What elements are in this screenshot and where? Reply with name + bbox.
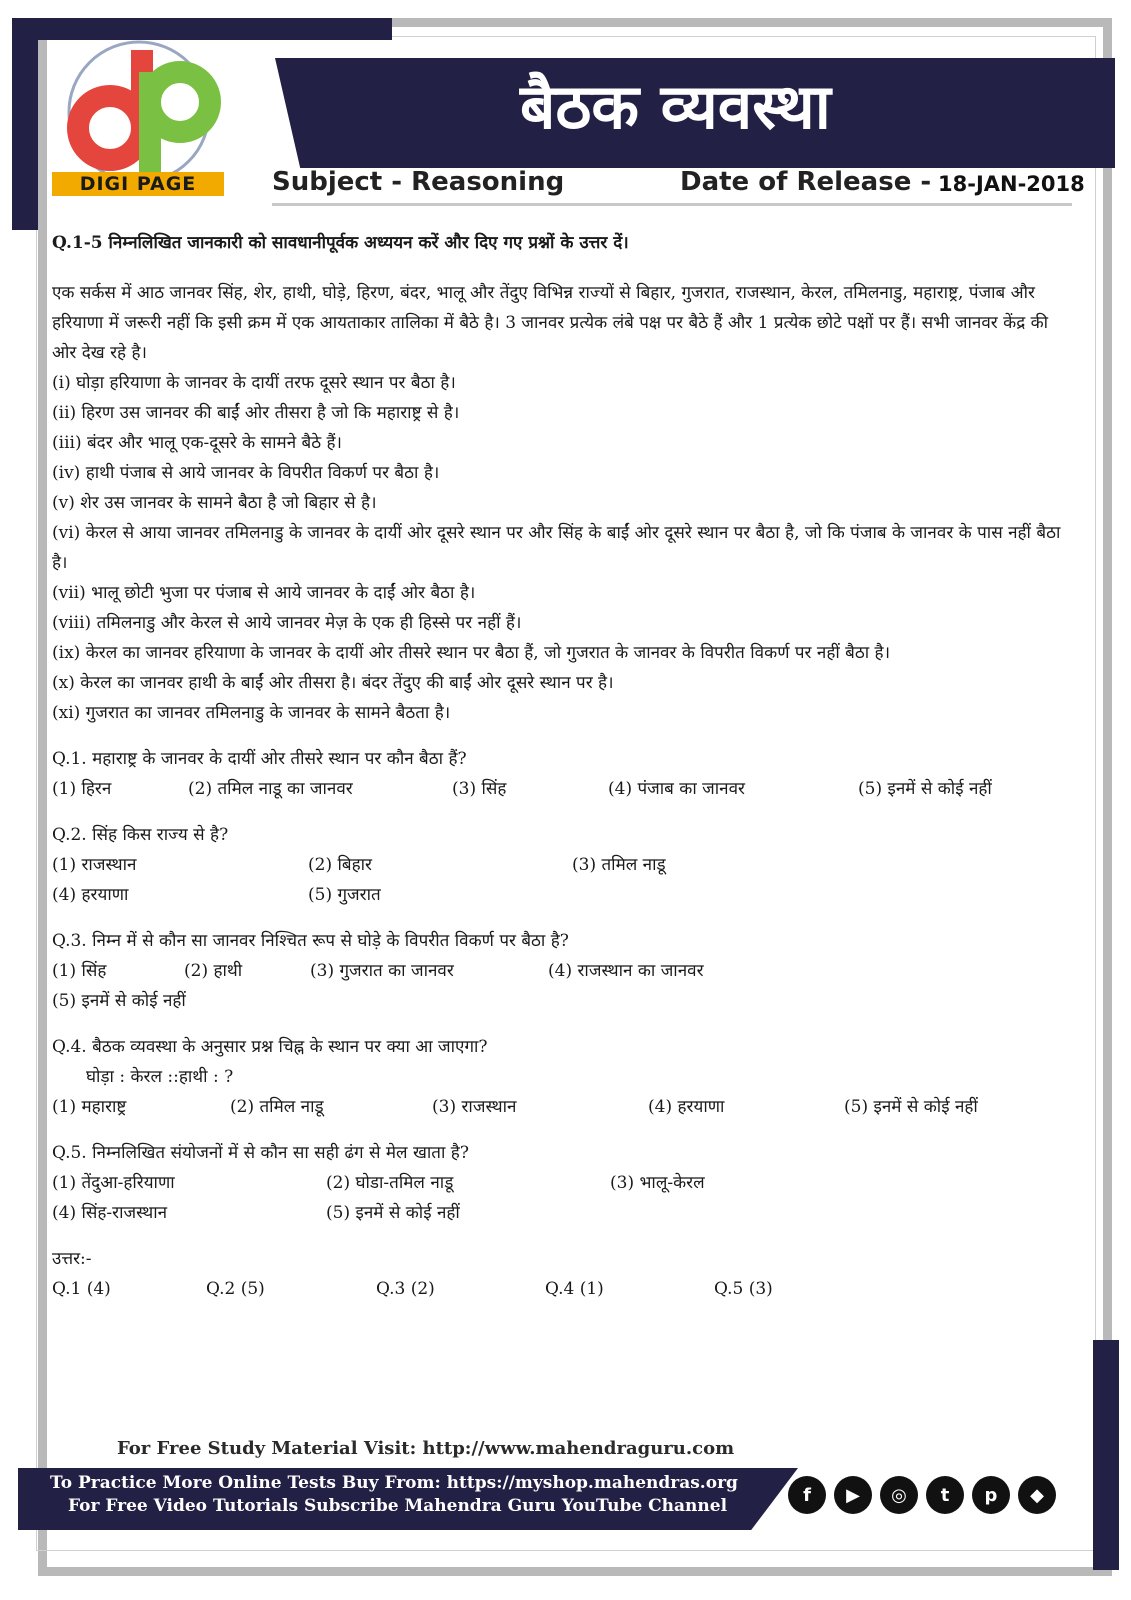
option: (1) हिरन: [52, 779, 112, 799]
answer-item: Q.4 (1): [545, 1279, 604, 1299]
option: (5) गुजरात: [308, 885, 381, 905]
facebook-icon[interactable]: f: [788, 1476, 826, 1514]
answers-label: उत्तर:-: [52, 1249, 92, 1269]
option: (5) इनमें से कोई नहीं: [326, 1203, 460, 1223]
option: (1) तेंदुआ-हरियाणा: [52, 1173, 175, 1193]
instruction: Q.1-5 निम्नलिखित जानकारी को सावधानीपूर्वक अध्ययन करें और दिए गए प्रश्नों के उत्तर दें।: [52, 233, 629, 253]
answer-item: Q.5 (3): [714, 1279, 773, 1299]
option: (5) इनमें से कोई नहीं: [858, 779, 992, 799]
question-3-options: [52, 956, 1062, 986]
option: (4) हरयाणा: [648, 1097, 725, 1117]
question-4-analogy: घोड़ा : केरल ::हाथी : ?: [86, 1067, 234, 1087]
answer-item: Q.3 (2): [376, 1279, 435, 1299]
release-date: 18-JAN-2018: [938, 172, 1085, 196]
option: (3) भालू-केरल: [610, 1173, 705, 1193]
option: (4) हरयाणा: [52, 885, 129, 905]
footer-youtube-text: For Free Video Tutorials Subscribe Mahendra Guru YouTube Channel: [68, 1496, 728, 1516]
subject-label: Subject - Reasoning: [272, 167, 565, 197]
answer-item: Q.1 (4): [52, 1279, 111, 1299]
frame-accent-left: [12, 18, 38, 230]
release-label: Date of Release -: [680, 167, 932, 197]
question-5-options: [52, 1168, 1062, 1198]
option: (1) राजस्थान: [52, 855, 137, 875]
logo-text: DIGI PAGE: [52, 172, 224, 196]
option: (3) तमिल नाडू: [572, 855, 666, 875]
option: (4) सिंह-राजस्थान: [52, 1203, 168, 1223]
option: (5) इनमें से कोई नहीं: [844, 1097, 978, 1117]
option: (2) घोडा-तमिल नाडू: [326, 1173, 454, 1193]
clue-item: (viii) तमिलनाडु और केरल से आये जानवर मेज़ के एक ही हिस्से पर नहीं हैं।: [52, 613, 522, 633]
clue-item: (vii) भालू छोटी भुजा पर पंजाब से आये जानवर के दाईं ओर बैठा है।: [52, 583, 476, 603]
question-4: Q.4. बैठक व्यवस्था के अनुसार प्रश्न चिह्न के स्थान पर क्या आ जाएगा?: [52, 1037, 488, 1057]
option: (3) सिंह: [452, 779, 507, 799]
option: (2) हाथी: [184, 961, 243, 981]
clue-item: (vi) केरल से आया जानवर तमिलनाडु के जानवर के दायीं ओर दूसरे स्थान पर और सिंह के बाईं ओर दूसरे स्थान पर बैठा है, जो कि पंजाब के जानवर के पास नहीं बैठा है।: [52, 523, 1061, 573]
pinterest-icon[interactable]: p: [972, 1476, 1010, 1514]
android-icon[interactable]: ◆: [1018, 1476, 1056, 1514]
option: (2) बिहार: [308, 855, 372, 875]
frame-accent-top: [12, 18, 392, 40]
main-content: [52, 228, 1062, 1304]
clue-item: (iii) बंदर और भालू एक-दूसरे के सामने बैठे हैं।: [52, 433, 342, 453]
clue-item: (xi) गुजरात का जानवर तमिलनाडु के जानवर के सामने बैठता है।: [52, 703, 451, 723]
option: (3) राजस्थान: [432, 1097, 517, 1117]
clue-item: (i) घोड़ा हरियाणा के जानवर के दायीं तरफ दूसरे स्थान पर बैठा है।: [52, 373, 456, 393]
question-1: Q.1. महाराष्ट्र के जानवर के दायीं ओर तीसरे स्थान पर कौन बैठा हैं?: [52, 749, 467, 769]
question-3: Q.3. निम्न में से कौन सा जानवर निश्चित रूप से घोड़े के विपरीत विकर्ण पर बैठा है?: [52, 931, 569, 951]
youtube-icon[interactable]: ▶: [834, 1476, 872, 1514]
question-5: Q.5. निम्नलिखित संयोजनों में से कौन सा सही ढंग से मेल खाता है?: [52, 1143, 469, 1163]
free-study-link[interactable]: For Free Study Material Visit: http://www.mahendraguru.com: [117, 1438, 735, 1459]
intro-paragraph: एक सर्कस में आठ जानवर सिंह, शेर, हाथी, घोड़े, हिरण, बंदर, भालू और तेंदुए विभिन्न राज्यों से बिहार, गुजरात, राजस्थान, केरल, तमिलनाडु, महाराष्ट्र, पंजाब और हरियाणा में जरूरी नहीं कि इसी क्रम में एक आयताकार तालिका में बैठे है। 3 जानवर प्रत्येक लंबे पक्ष पर बैठे हैं और 1 प्रत्येक छोटे पक्षों पर हैं। सभी जानवर केंद्र की ओर देख रहे है।: [52, 283, 1049, 363]
twitter-icon[interactable]: t: [926, 1476, 964, 1514]
option: (1) सिंह: [52, 961, 107, 981]
question-1-options: [52, 774, 1062, 804]
option: (2) तमिल नाडू: [230, 1097, 324, 1117]
option: (4) पंजाब का जानवर: [608, 779, 745, 799]
question-5-options: [52, 1198, 1062, 1228]
clue-item: (ix) केरल का जानवर हरियाणा के जानवर के दायीं ओर तीसरे स्थान पर बैठा हैं, जो गुजरात के जानवर के विपरीत विकर्ण पर नहीं बैठा है।: [52, 643, 891, 663]
option: (4) राजस्थान का जानवर: [548, 961, 704, 981]
clue-item: (v) शेर उस जानवर के सामने बैठा है जो बिहार से है।: [52, 493, 377, 513]
question-2-options: [52, 880, 1062, 910]
instagram-icon[interactable]: ◎: [880, 1476, 918, 1514]
clue-item: (x) केरल का जानवर हाथी के बाईं ओर तीसरा है। बंदर तेंदुए की बाईं ओर दूसरे स्थान पर है।: [52, 673, 614, 693]
question-2-options: [52, 850, 1062, 880]
dp-logo-icon: [48, 40, 230, 190]
question-4-options: [52, 1092, 1062, 1122]
option: (2) तमिल नाडू का जानवर: [188, 779, 353, 799]
clue-item: (iv) हाथी पंजाब से आये जानवर के विपरीत विकर्ण पर बैठा है।: [52, 463, 440, 483]
option: (1) महाराष्ट्र: [52, 1097, 127, 1117]
answers-row: [52, 1274, 1062, 1304]
header-divider: [272, 203, 1072, 206]
frame-accent-right: [1093, 1340, 1119, 1570]
clue-item: (ii) हिरण उस जानवर की बाईं ओर तीसरा है जो कि महाराष्ट्र से है।: [52, 403, 460, 423]
social-icons: [788, 1476, 1056, 1514]
option: (3) गुजरात का जानवर: [310, 961, 454, 981]
footer-shop-link[interactable]: To Practice More Online Tests Buy From: https://myshop.mahendras.org: [50, 1473, 738, 1493]
page-title: बैठक व्यवस्था: [520, 70, 831, 143]
question-2: Q.2. सिंह किस राज्य से है?: [52, 825, 229, 845]
answer-item: Q.2 (5): [206, 1279, 265, 1299]
option: (5) इनमें से कोई नहीं: [52, 991, 186, 1011]
